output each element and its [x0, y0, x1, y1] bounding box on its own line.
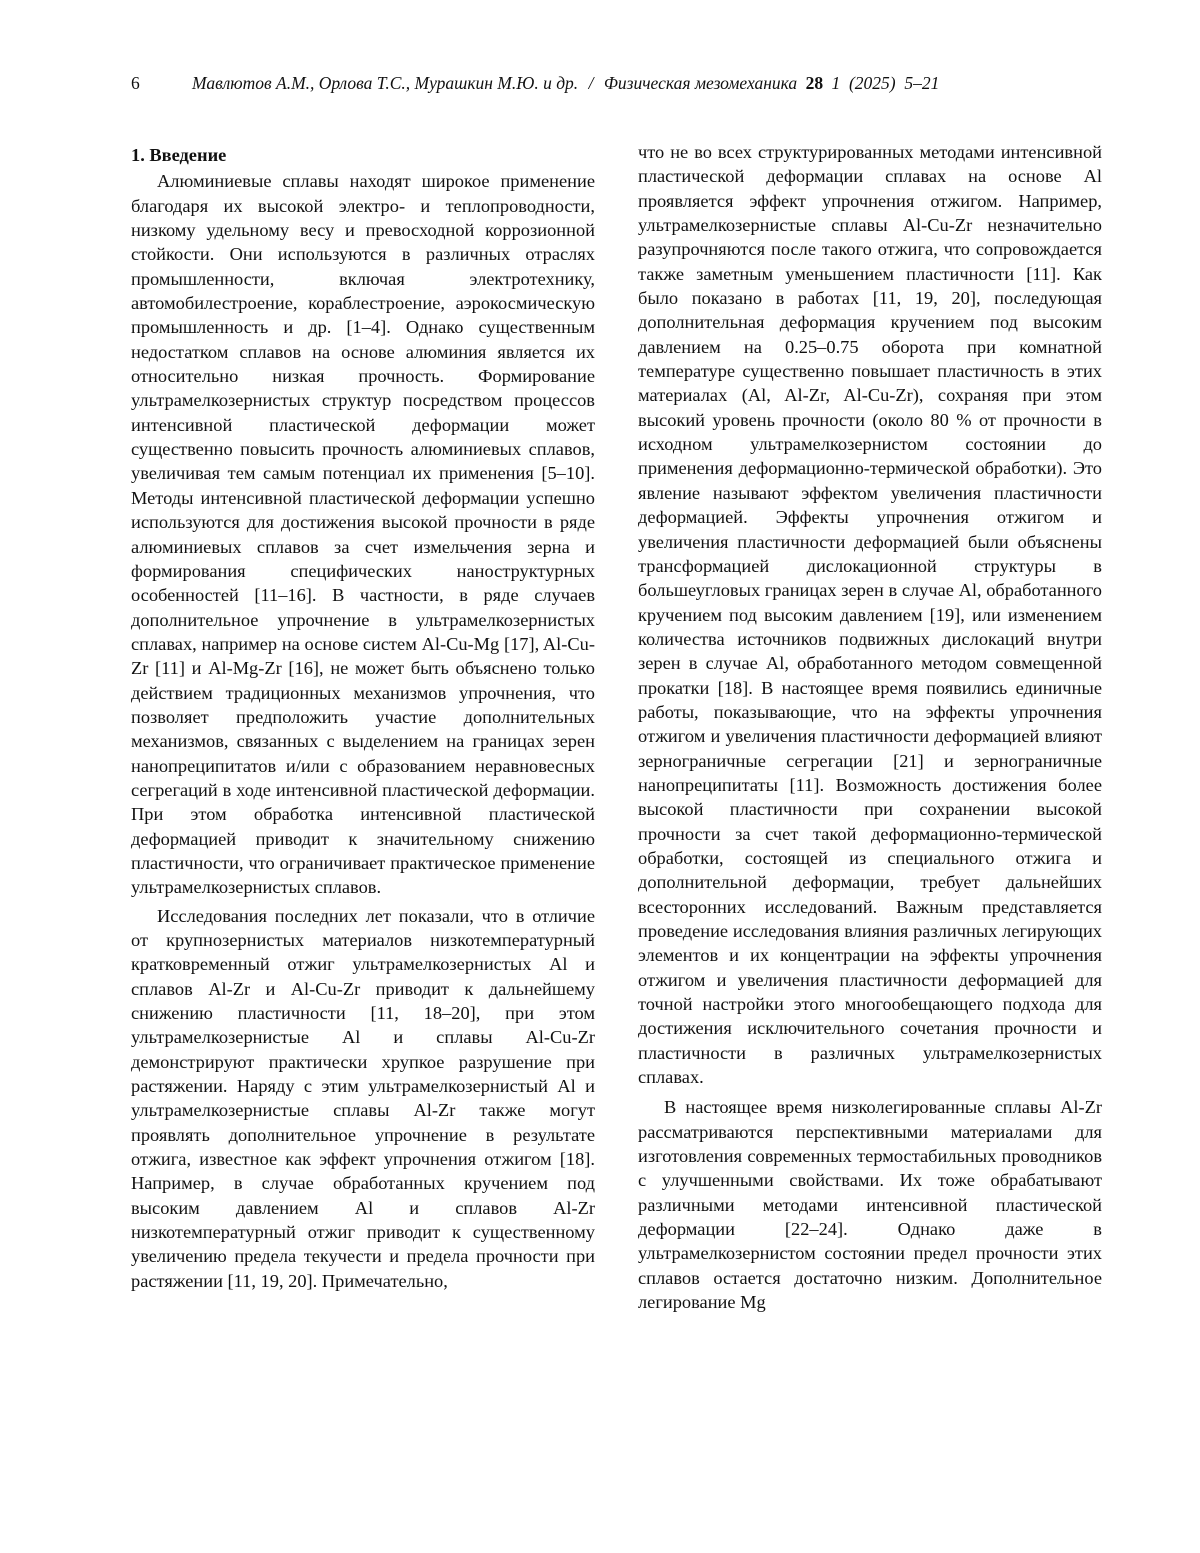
header-journal: Физическая мезомеханика	[604, 73, 797, 93]
paragraph: Исследования последних лет показали, что в отличие от крупнозернистых материалов низкотемпературный кратковременный отжиг ультрамелкозернистых Al и сплавов Al-Zr и Al-Cu-Zr приводит к дальнейшему снижению пластичности [11, 18–20], при этом ультрамелкозернистые Al и сплавы Al-Cu-Zr демонстрируют практически хрупкое разрушение при растяжении. Наряду с этим ультрамелкозернистый Al и ультрамелкозернистые сплавы Al-Zr также могут проявлять дополнительное упрочнение в результате отжига, известное как эффект упрочнения отжигом [18]. Например, в случае обработанных кручением под высоким давлением Al и сплавов Al-Zr низкотемпературный отжиг приводит к существенному увеличению предела текучести и предела прочности при растяжении [11, 19, 20]. Примечательно,	[131, 904, 595, 1294]
right-column	[638, 140, 1102, 1315]
left-column	[131, 140, 595, 1293]
header-volume: 28	[806, 73, 824, 93]
page-number: 6	[131, 68, 140, 98]
paragraph: Алюминиевые сплавы находят широкое применение благодаря их высокой электро- и теплопроводности, низкому удельному весу и превосходной коррозионной стойкости. Они используются в различных отраслях промышленности, включая электротехнику, автомобилестроение, кораблестроение, аэрокосмическую промышленность и др. [1–4]. Однако существенным недостатком сплавов на основе алюминия является их относительно низкая прочность. Формирование ультрамелкозернистых структур посредством процессов интенсивной пластической деформации может существенно повысить прочность алюминиевых сплавов, увеличивая тем самым потенциал их применения [5–10]. Методы интенсивной пластической деформации успешно используются для достижения высокой прочности в ряде алюминиевых сплавов за счет измельчения зерна и формирования специфических наноструктурных особенностей [11–16]. В частности, в ряде случаев дополнительное упрочнение в ультрамелкозернистых сплавах, например на основе систем Al-Cu-Mg [17], Al-Cu-Zr [11] и Al-Mg-Zr [16], не может быть объяснено только действием традиционных механизмов упрочнения, что позволяет предположить участие дополнительных механизмов, связанных с выделением на границах зерен нанопреципитатов и/или с образованием неравновесных сегрегаций в ходе интенсивной пластической деформации. При этом обработка интенсивной пластической деформацией приводит к значительному снижению пластичности, что ограничивает практическое применение ультрамелкозернистых сплавов.	[131, 169, 595, 899]
paragraph: что не во всех структурированных методами интенсивной пластической деформации сплавах на основе Al проявляется эффект упрочнения отжигом. Например, ультрамелкозернистые сплавы Al-Cu-Zr незначительно разупрочняются после такого отжига, что сопровождается также заметным уменьшением пластичности [11]. Как было показано в работах [11, 19, 20], последующая дополнительная деформация кручением под высоким давлением на 0.25–0.75 оборота при комнатной температуре существенно повышает пластичность в этих материалах (Al, Al-Zr, Al-Cu-Zr), сохраняя при этом высокий уровень прочности (около 80 % от прочности в исходном ультрамелкозернистом состоянии до применения деформационно-термической обработки). Это явление называют эффектом увеличения пластичности деформацией. Эффекты упрочнения отжигом и увеличения пластичности деформацией были объяснены трансформацией дислокационной структуры в большеугловых границах зерен в случае Al, обработанного кручением под высоким давлением [19], или изменением количества источников подвижных дислокаций внутри зерен в случае Al, обработанного методом совмещенной прокатки [18]. В настоящее время появились единичные работы, показывающие, что на эффекты упрочнения отжигом и увеличения пластичности деформацией влияют зернограничные сегрегации [21] и зернограничные нанопреципитаты [11]. Возможность достижения более высокой пластичности при сохранении высокой прочности за счет такой деформационно-термической обработки, состоящей из специального отжига и дополнительной деформации, требует дальнейших всесторонних исследований. Важным представляется проведение исследования влияния различных легирующих элементов и их концентрации на эффекты упрочнения отжигом и увеличения пластичности деформацией для точной настройки этого многообещающего подхода для достижения исключительного сочетания прочности и пластичности в различных ультрамелкозернистых сплавах.	[638, 140, 1102, 1089]
header-authors: Мавлютов А.М., Орлова Т.С., Мурашкин М.Ю. и др.	[192, 73, 578, 93]
header-separator: /	[589, 73, 594, 93]
section-title: 1. Введение	[131, 143, 595, 167]
header-issue: 1 (2025) 5–21	[831, 73, 939, 93]
paragraph: В настоящее время низколегированные сплавы Al-Zr рассматриваются перспективными материалами для изготовления современных термостабильных проводников с улучшенными свойствами. Их тоже обрабатывают различными методами интенсивной пластической деформации [22–24]. Однако даже в ультрамелкозернистом состоянии предел прочности этих сплавов остается достаточно низким. Дополнительное легирование Mg	[638, 1095, 1102, 1314]
running-header	[131, 68, 1071, 98]
running-title	[192, 68, 939, 98]
